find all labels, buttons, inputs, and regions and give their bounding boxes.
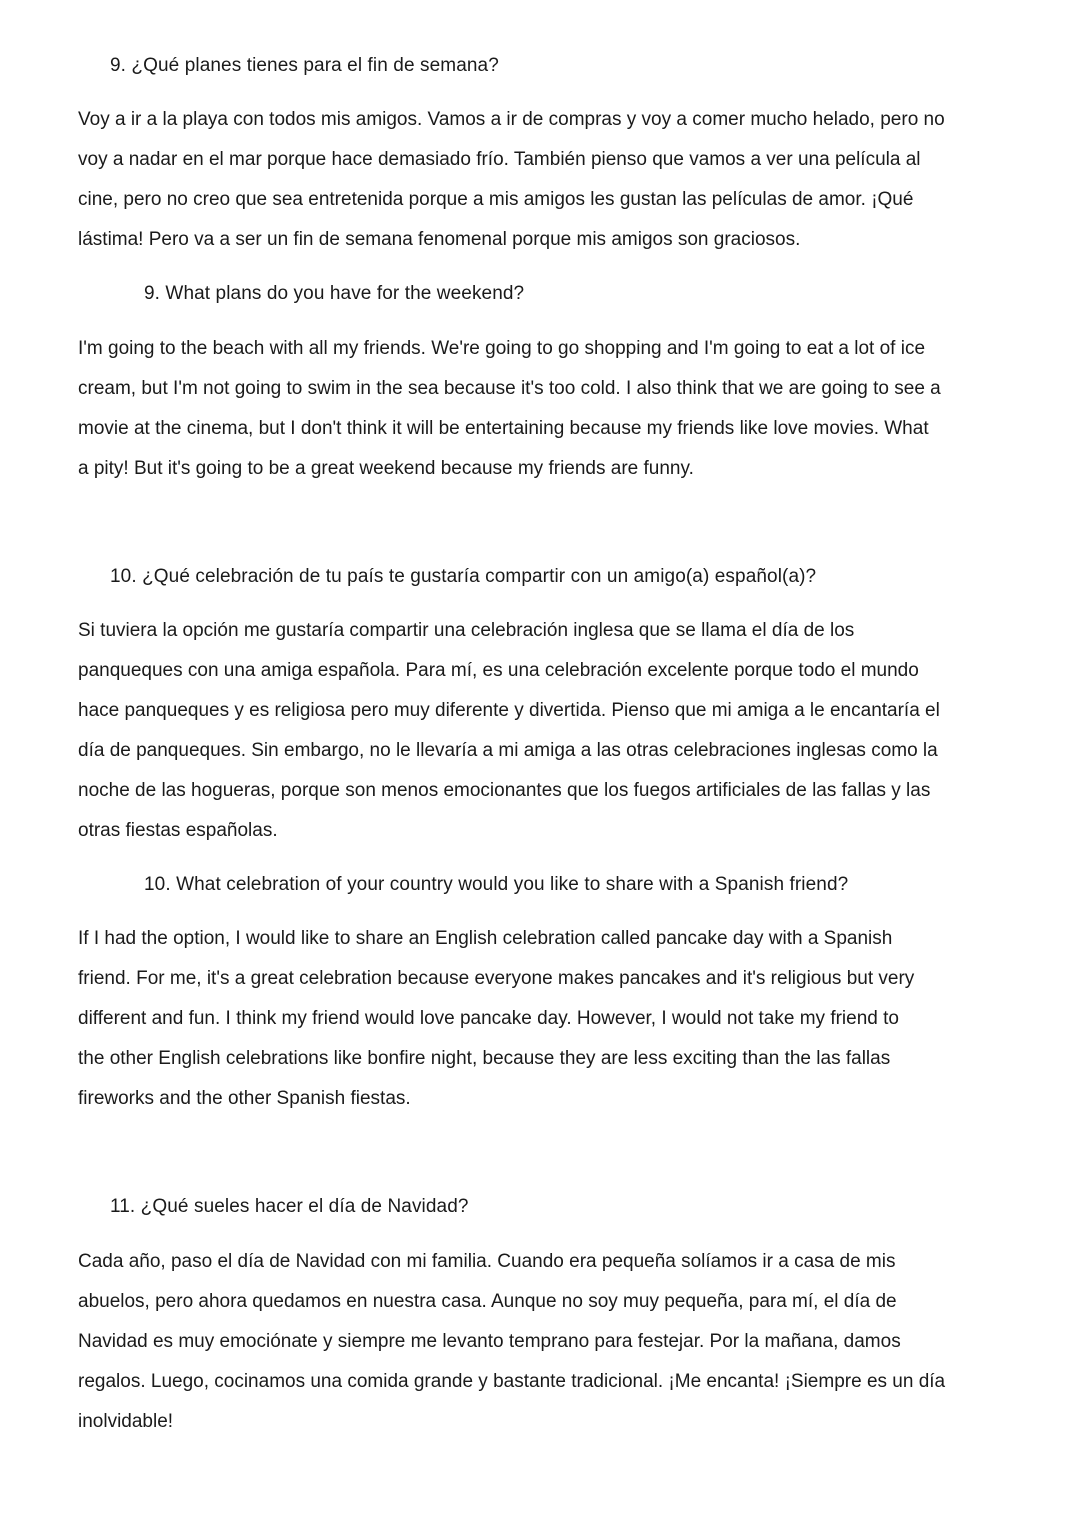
question-10-english: 10. What celebration of your country would you like to share with a Spanish friend?: [144, 874, 849, 895]
text-line: I'm going to the beach with all my friends. We're going to go shopping and I'm going to eat a lot of ice: [78, 338, 926, 359]
text-line: If I had the option, I would like to share an English celebration called pancake day with a Spanish: [78, 928, 893, 949]
text-line: the other English celebrations like bonfire night, because they are less exciting than the las fallas: [78, 1048, 891, 1069]
text-line: inolvidable!: [78, 1411, 174, 1432]
text-line: panqueques con una amiga española. Para mí, es una celebración excelente porque todo el mundo: [78, 660, 919, 681]
text-line: movie at the cinema, but I don't think it will be entertaining because my friends like love movies. What: [78, 418, 929, 439]
text-line: hace panqueques y es religiosa pero muy diferente y divertida. Pienso que mi amiga a le encantaría el: [78, 700, 940, 721]
answer-10-spanish: [78, 611, 1008, 851]
text-line: a pity! But it's going to be a great weekend because my friends are funny.: [78, 458, 694, 479]
text-line: regalos. Luego, cocinamos una comida grande y bastante tradicional. ¡Me encanta! ¡Siempre es un día: [78, 1371, 946, 1392]
question-10-spanish: 10. ¿Qué celebración de tu país te gustaría compartir con un amigo(a) español(a)?: [110, 566, 817, 587]
text-line: cine, pero no creo que sea entretenida porque a mis amigos les gustan las películas de amor. ¡Qué: [78, 189, 914, 210]
text-line: fireworks and the other Spanish fiestas.: [78, 1088, 411, 1109]
text-line: otras fiestas españolas.: [78, 820, 278, 841]
text-line: Voy a ir a la playa con todos mis amigos. Vamos a ir de compras y voy a comer mucho helado, pero no: [78, 109, 945, 130]
question-9-spanish: 9. ¿Qué planes tienes para el fin de semana?: [110, 55, 499, 76]
text-line: Cada año, paso el día de Navidad con mi familia. Cuando era pequeña solíamos ir a casa de mis: [78, 1251, 896, 1272]
text-line: día de panqueques. Sin embargo, no le llevaría a mi amiga a las otras celebraciones inglesas como la: [78, 740, 938, 761]
text-line: abuelos, pero ahora quedamos en nuestra casa. Aunque no soy muy pequeña, para mí, el día de: [78, 1291, 897, 1312]
text-line: different and fun. I think my friend would love pancake day. However, I would not take my friend to: [78, 1008, 899, 1029]
question-11-spanish: 11. ¿Qué sueles hacer el día de Navidad?: [110, 1196, 469, 1217]
text-line: Navidad es muy emociónate y siempre me levanto temprano para festejar. Por la mañana, damos: [78, 1331, 901, 1352]
answer-9-spanish: [78, 100, 1008, 260]
text-line: Si tuviera la opción me gustaría compartir una celebración inglesa que se llama el día de los: [78, 620, 855, 641]
text-line: voy a nadar en el mar porque hace demasiado frío. También pienso que vamos a ver una película al: [78, 149, 921, 170]
question-9-english: 9. What plans do you have for the weekend?: [144, 283, 525, 304]
text-line: lástima! Pero va a ser un fin de semana fenomenal porque mis amigos son graciosos.: [78, 229, 801, 250]
text-line: noche de las hogueras, porque son menos emocionantes que los fuegos artificiales de las fallas y las: [78, 780, 931, 801]
answer-10-english: [78, 919, 1008, 1119]
text-line: cream, but I'm not going to swim in the sea because it's too cold. I also think that we are going to see a: [78, 378, 941, 399]
answer-11-spanish: [78, 1242, 1008, 1442]
answer-9-english: [78, 329, 1008, 489]
text-line: friend. For me, it's a great celebration because everyone makes pancakes and it's religious but very: [78, 968, 915, 989]
